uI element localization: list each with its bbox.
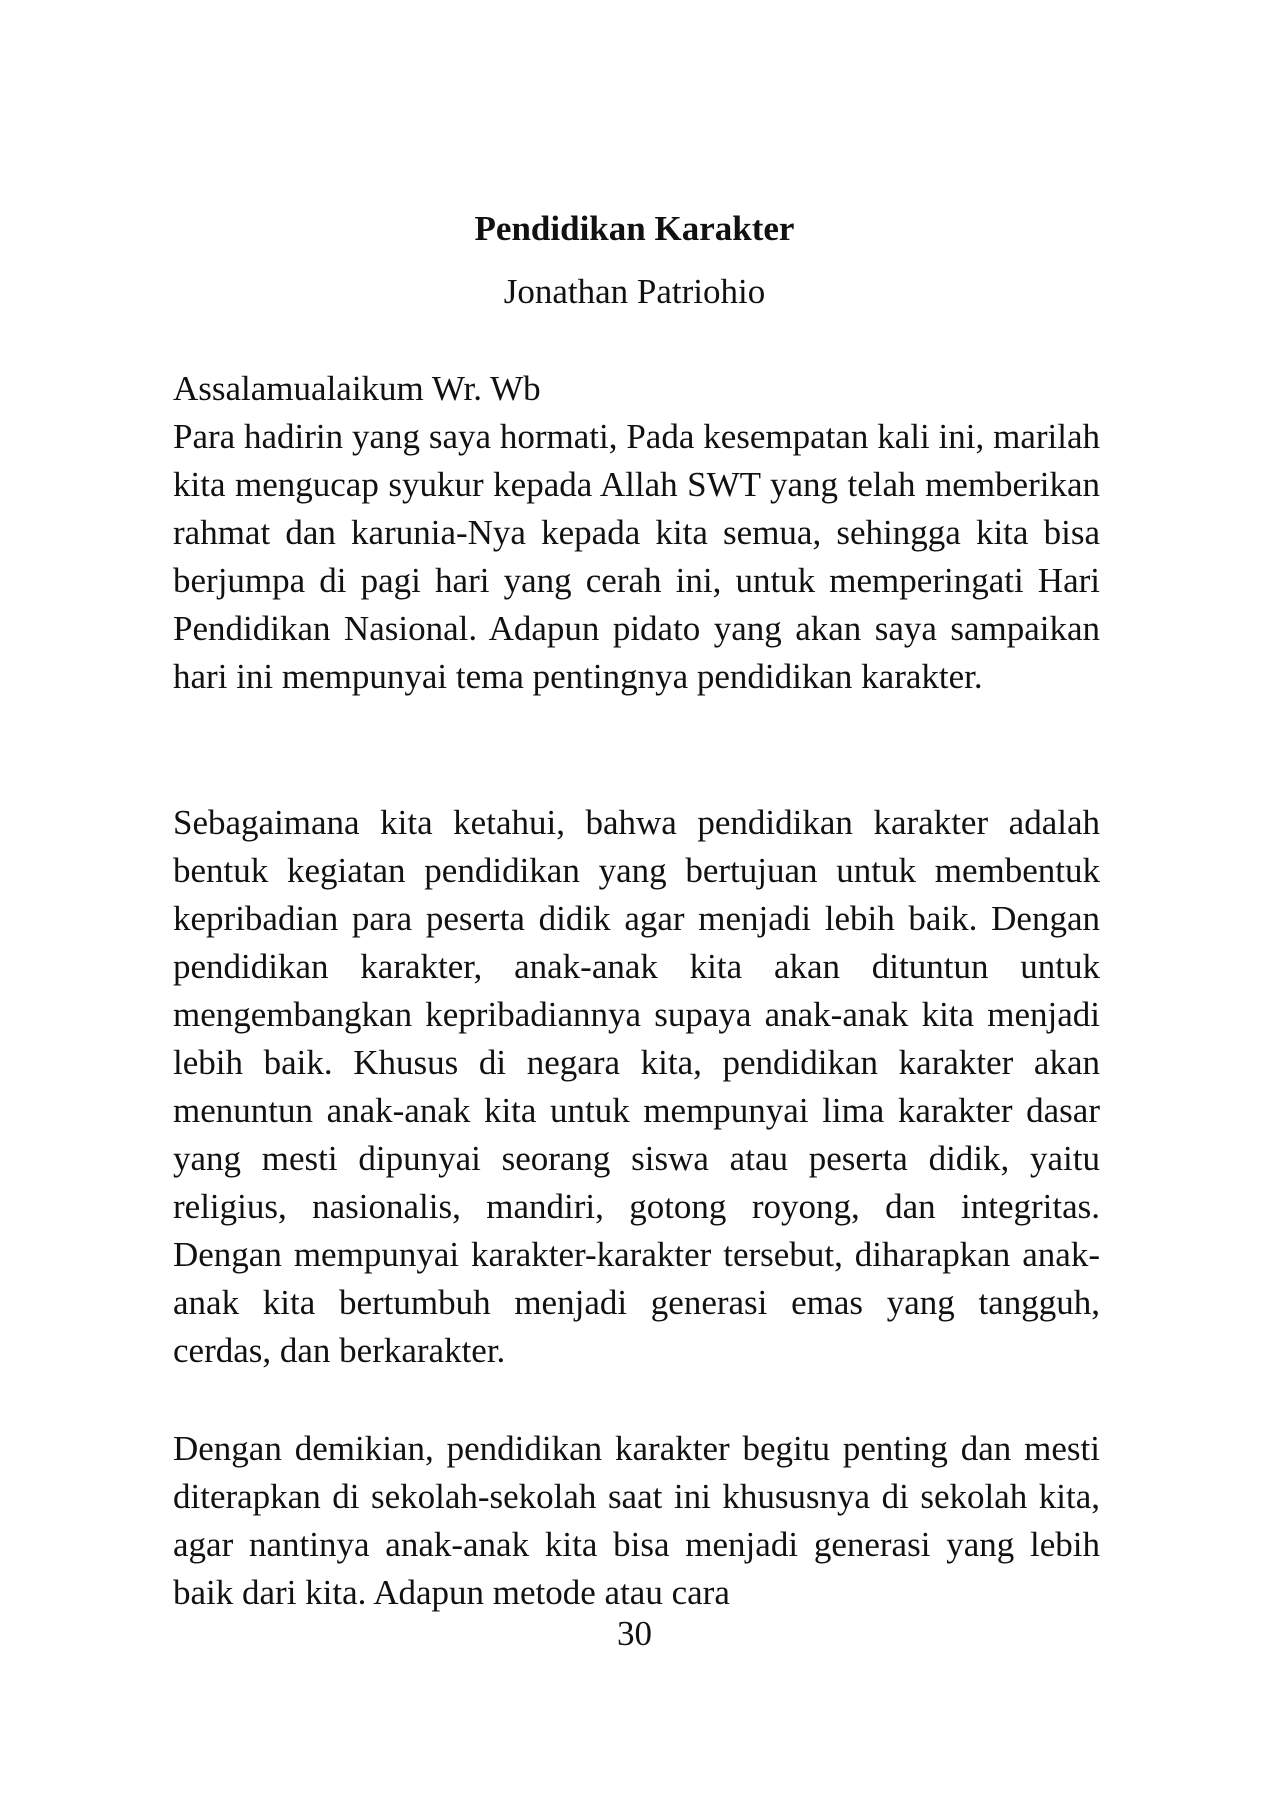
author-name: Jonathan Patriohio (503, 272, 766, 311)
paragraph-3: Dengan demikian, pendidikan karakter begitu penting dan mesti diterapkan di sekolah-sekolah saat ini khususnya di sekolah kita, agar nantinya anak-anak kita bisa menjadi generasi yang lebih baik dari kita. Adapun metode atau cara (173, 1429, 1100, 1612)
greeting-line: Assalamualaikum Wr. Wb (173, 369, 541, 408)
page-number: 30 (617, 1614, 652, 1653)
document-title: Pendidikan Karakter (474, 209, 795, 248)
paragraph-1: Para hadirin yang saya hormati, Pada kesempatan kali ini, marilah kita mengucap syukur kepada Allah SWT yang telah memberikan rahmat dan karunia-Nya kepada kita semua, sehingga kita bisa berjumpa di pagi hari yang cerah ini, untuk memperingati Hari Pendidikan Nasional. Adapun pidato yang akan saya sampaikan hari ini mempunyai tema pentingnya pendidikan karakter. (173, 417, 1100, 696)
paragraph-2: Sebagaimana kita ketahui, bahwa pendidikan karakter adalah bentuk kegiatan pendidikan yang bertujuan untuk membentuk kepribadian para peserta didik agar menjadi lebih baik. Dengan pendidikan karakter, anak-anak kita akan dituntun untuk mengembangkan kepribadiannya supaya anak-anak kita menjadi lebih baik. Khusus di negara kita, pendidikan karakter akan menuntun anak-anak kita untuk mempunyai lima karakter dasar yang mesti dipunyai seorang siswa atau peserta didik, yaitu religius, nasionalis, mandiri, gotong royong, dan integritas. Dengan mempunyai karakter-karakter tersebut, diharapkan anak-anak kita bertumbuh menjadi generasi emas yang tangguh, cerdas, dan berkarakter. (173, 803, 1100, 1370)
